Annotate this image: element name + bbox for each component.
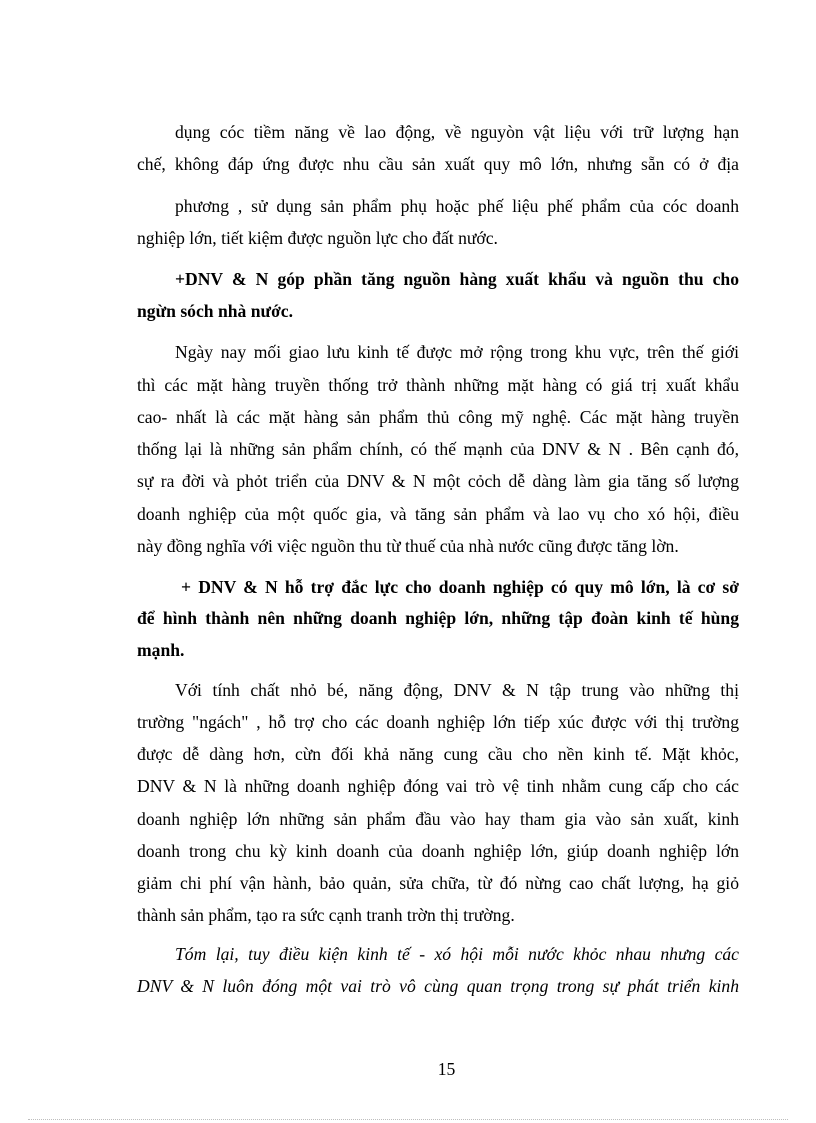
text-line: Với tính chất nhỏ bé, năng động, DNV & N tập trung vào những thị — [175, 680, 739, 700]
text-line: thành sản phẩm, tạo ra sức cạnh tranh trờn thị trường. — [137, 905, 515, 925]
text-line: thì các mặt hàng truyền thống trở thành những mặt hàng có giá trị xuất khẩu — [137, 375, 739, 395]
heading-line: + DNV & N hỗ trợ đắc lực cho doanh nghiệp có quy mô lớn, là cơ sở — [181, 577, 739, 597]
heading-line: mạnh. — [137, 640, 185, 660]
text-line: DNV & N là những doanh nghiệp đóng vai trò vệ tinh nhằm cung cấp cho các — [137, 776, 739, 796]
footer-divider — [28, 1119, 788, 1120]
text-line: sự ra đời và phỏt triển của DNV & N một cỏch dễ dàng làm gia tăng số lượng — [137, 471, 739, 491]
heading-line: ngừn sóch nhà nước. — [137, 301, 294, 321]
text-line: thống lại là những sản phẩm chính, có thế mạnh của DNV & N . Bên cạnh đó, — [137, 439, 739, 459]
text-line: dụng cóc tiềm năng về lao động, về nguyòn vật liệu với trữ lượng hạn — [175, 122, 739, 142]
heading-line: để hình thành nên những doanh nghiệp lớn, những tập đoàn kinh tế hùng — [137, 608, 739, 628]
page-number: 15 — [437, 1059, 456, 1079]
text-line: nghiệp lớn, tiết kiệm được nguồn lực cho đất nước. — [137, 228, 498, 248]
summary-line: DNV & N luôn đóng một vai trò vô cùng quan trọng trong sự phát triển kinh — [137, 976, 739, 996]
text-line: doanh trong chu kỳ kinh doanh của doanh nghiệp lớn, giúp doanh nghiệp lớn — [137, 841, 739, 861]
text-line: doanh nghiệp lớn những sản phẩm đầu vào hay tham gia vào sản xuất, kinh — [137, 809, 739, 829]
text-line: này đồng nghĩa với việc nguồn thu từ thuế của nhà nước cũng được tăng lờn. — [137, 536, 679, 556]
text-line: được dễ dàng hơn, cừn đối khả năng cung cầu cho nền kinh tế. Mặt khỏc, — [137, 744, 739, 764]
text-line: phương , sử dụng sản phẩm phụ hoặc phế liệu phế phẩm của cóc doanh — [175, 196, 739, 216]
text-line: doanh nghiệp của một quốc gia, và tăng sản phẩm và lao vụ cho xó hội, điều — [137, 504, 739, 524]
text-line: trường "ngách" , hỗ trợ cho các doanh nghiệp lớn tiếp xúc được với thị trường — [137, 712, 739, 732]
heading-line: +DNV & N góp phần tăng nguồn hàng xuất khẩu và nguồn thu cho — [175, 269, 739, 289]
text-line: chế, không đáp ứng được nhu cầu sản xuất quy mô lớn, nhưng sẵn có ở địa — [137, 154, 739, 174]
summary-line: Tóm lại, tuy điều kiện kinh tế - xó hội mỗi nước khỏc nhau nhưng các — [175, 944, 739, 964]
text-line: cao- nhất là các mặt hàng sản phẩm thủ công mỹ nghệ. Các mặt hàng truyền — [137, 407, 739, 427]
text-line: giảm chi phí vận hành, bảo quản, sửa chữa, từ đó nừng cao chất lượng, hạ giỏ — [137, 873, 739, 893]
text-line: Ngày nay mối giao lưu kinh tế được mở rộng trong khu vực, trên thế giới — [175, 342, 739, 362]
